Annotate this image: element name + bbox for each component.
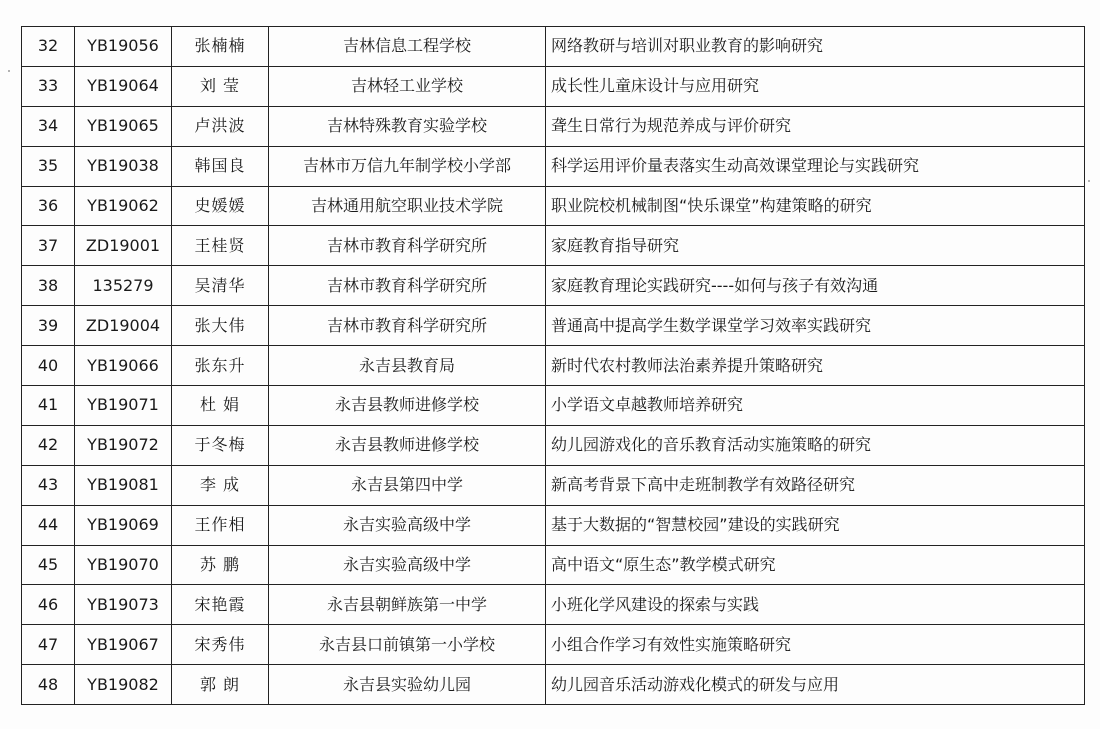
- project-code: YB19072: [75, 425, 172, 465]
- project-topic: 新时代农村教师法治素养提升策略研究: [546, 346, 1085, 386]
- researcher-name: 王桂贤: [172, 226, 269, 266]
- organization: 吉林市教育科学研究所: [269, 226, 546, 266]
- project-topic: 职业院校机械制图“快乐课堂”构建策略的研究: [546, 186, 1085, 226]
- row-number: 35: [22, 146, 75, 186]
- researcher-name: 史媛媛: [172, 186, 269, 226]
- row-number: 36: [22, 186, 75, 226]
- organization: 吉林特殊教育实验学校: [269, 106, 546, 146]
- organization: 吉林通用航空职业技术学院: [269, 186, 546, 226]
- project-topic: 网络教研与培训对职业教育的影响研究: [546, 27, 1085, 67]
- project-code: YB19071: [75, 386, 172, 426]
- row-number: 42: [22, 425, 75, 465]
- project-code: YB19066: [75, 346, 172, 386]
- project-code: YB19082: [75, 665, 172, 705]
- project-topic: 小组合作学习有效性实施策略研究: [546, 625, 1085, 665]
- project-topic: 科学运用评价量表落实生动高效课堂理论与实践研究: [546, 146, 1085, 186]
- organization: 吉林市教育科学研究所: [269, 306, 546, 346]
- organization: 永吉实验高级中学: [269, 505, 546, 545]
- project-code: YB19070: [75, 545, 172, 585]
- researcher-name: 张东升: [172, 346, 269, 386]
- scan-speck: [1088, 180, 1090, 182]
- project-code: YB19062: [75, 186, 172, 226]
- table-row: [22, 346, 1085, 386]
- table-row: [22, 27, 1085, 67]
- table-row: [22, 226, 1085, 266]
- table-row: [22, 306, 1085, 346]
- project-code: YB19081: [75, 465, 172, 505]
- project-topic: 新高考背景下高中走班制教学有效路径研究: [546, 465, 1085, 505]
- researcher-name: 张大伟: [172, 306, 269, 346]
- scan-speck: [8, 70, 10, 72]
- table-row: [22, 545, 1085, 585]
- row-number: 43: [22, 465, 75, 505]
- researcher-name: 宋艳霞: [172, 585, 269, 625]
- project-code: ZD19004: [75, 306, 172, 346]
- organization: 永吉实验高级中学: [269, 545, 546, 585]
- table-row: [22, 186, 1085, 226]
- researcher-name: 于冬梅: [172, 425, 269, 465]
- organization: 永吉县实验幼儿园: [269, 665, 546, 705]
- organization: 吉林市万信九年制学校小学部: [269, 146, 546, 186]
- table-row: [22, 386, 1085, 426]
- project-topic: 家庭教育理论实践研究----如何与孩子有效沟通: [546, 266, 1085, 306]
- project-topic: 家庭教育指导研究: [546, 226, 1085, 266]
- researcher-name: 吴清华: [172, 266, 269, 306]
- project-table-body: [22, 27, 1085, 705]
- project-topic: 幼儿园音乐活动游戏化模式的研发与应用: [546, 665, 1085, 705]
- row-number: 38: [22, 266, 75, 306]
- row-number: 45: [22, 545, 75, 585]
- row-number: 32: [22, 27, 75, 67]
- researcher-name: 刘 莹: [172, 66, 269, 106]
- row-number: 48: [22, 665, 75, 705]
- researcher-name: 卢洪波: [172, 106, 269, 146]
- row-number: 39: [22, 306, 75, 346]
- row-number: 34: [22, 106, 75, 146]
- organization: 永吉县第四中学: [269, 465, 546, 505]
- researcher-name: 韩国良: [172, 146, 269, 186]
- project-code: YB19038: [75, 146, 172, 186]
- table-row: [22, 425, 1085, 465]
- project-topic: 普通高中提高学生数学课堂学习效率实践研究: [546, 306, 1085, 346]
- project-code: YB19065: [75, 106, 172, 146]
- table-row: [22, 106, 1085, 146]
- project-code: 135279: [75, 266, 172, 306]
- row-number: 47: [22, 625, 75, 665]
- organization: 永吉县教育局: [269, 346, 546, 386]
- table-row: [22, 266, 1085, 306]
- project-topic: 小班化学风建设的探索与实践: [546, 585, 1085, 625]
- project-topic: 基于大数据的“智慧校园”建设的实践研究: [546, 505, 1085, 545]
- project-code: YB19073: [75, 585, 172, 625]
- row-number: 40: [22, 346, 75, 386]
- table-row: [22, 585, 1085, 625]
- researcher-name: 张楠楠: [172, 27, 269, 67]
- researcher-name: 宋秀伟: [172, 625, 269, 665]
- project-code: YB19064: [75, 66, 172, 106]
- organization: 永吉县教师进修学校: [269, 425, 546, 465]
- researcher-name: 王作相: [172, 505, 269, 545]
- project-code: YB19056: [75, 27, 172, 67]
- project-topic: 幼儿园游戏化的音乐教育活动实施策略的研究: [546, 425, 1085, 465]
- row-number: 44: [22, 505, 75, 545]
- organization: 吉林信息工程学校: [269, 27, 546, 67]
- organization: 永吉县口前镇第一小学校: [269, 625, 546, 665]
- project-topic: 成长性儿童床设计与应用研究: [546, 66, 1085, 106]
- organization: 永吉县教师进修学校: [269, 386, 546, 426]
- row-number: 33: [22, 66, 75, 106]
- row-number: 37: [22, 226, 75, 266]
- project-code: YB19069: [75, 505, 172, 545]
- row-number: 41: [22, 386, 75, 426]
- researcher-name: 苏 鹏: [172, 545, 269, 585]
- table-row: [22, 505, 1085, 545]
- researcher-name: 李 成: [172, 465, 269, 505]
- project-code: ZD19001: [75, 226, 172, 266]
- project-topic: 聋生日常行为规范养成与评价研究: [546, 106, 1085, 146]
- table-row: [22, 625, 1085, 665]
- table-row: [22, 146, 1085, 186]
- table-row: [22, 66, 1085, 106]
- organization: 吉林轻工业学校: [269, 66, 546, 106]
- table-row: [22, 665, 1085, 705]
- project-topic: 小学语文卓越教师培养研究: [546, 386, 1085, 426]
- row-number: 46: [22, 585, 75, 625]
- researcher-name: 郭 朗: [172, 665, 269, 705]
- organization: 吉林市教育科学研究所: [269, 266, 546, 306]
- organization: 永吉县朝鲜族第一中学: [269, 585, 546, 625]
- researcher-name: 杜 娟: [172, 386, 269, 426]
- project-topic: 高中语文“原生态”教学模式研究: [546, 545, 1085, 585]
- project-code: YB19067: [75, 625, 172, 665]
- table-row: [22, 465, 1085, 505]
- project-table: [21, 26, 1085, 705]
